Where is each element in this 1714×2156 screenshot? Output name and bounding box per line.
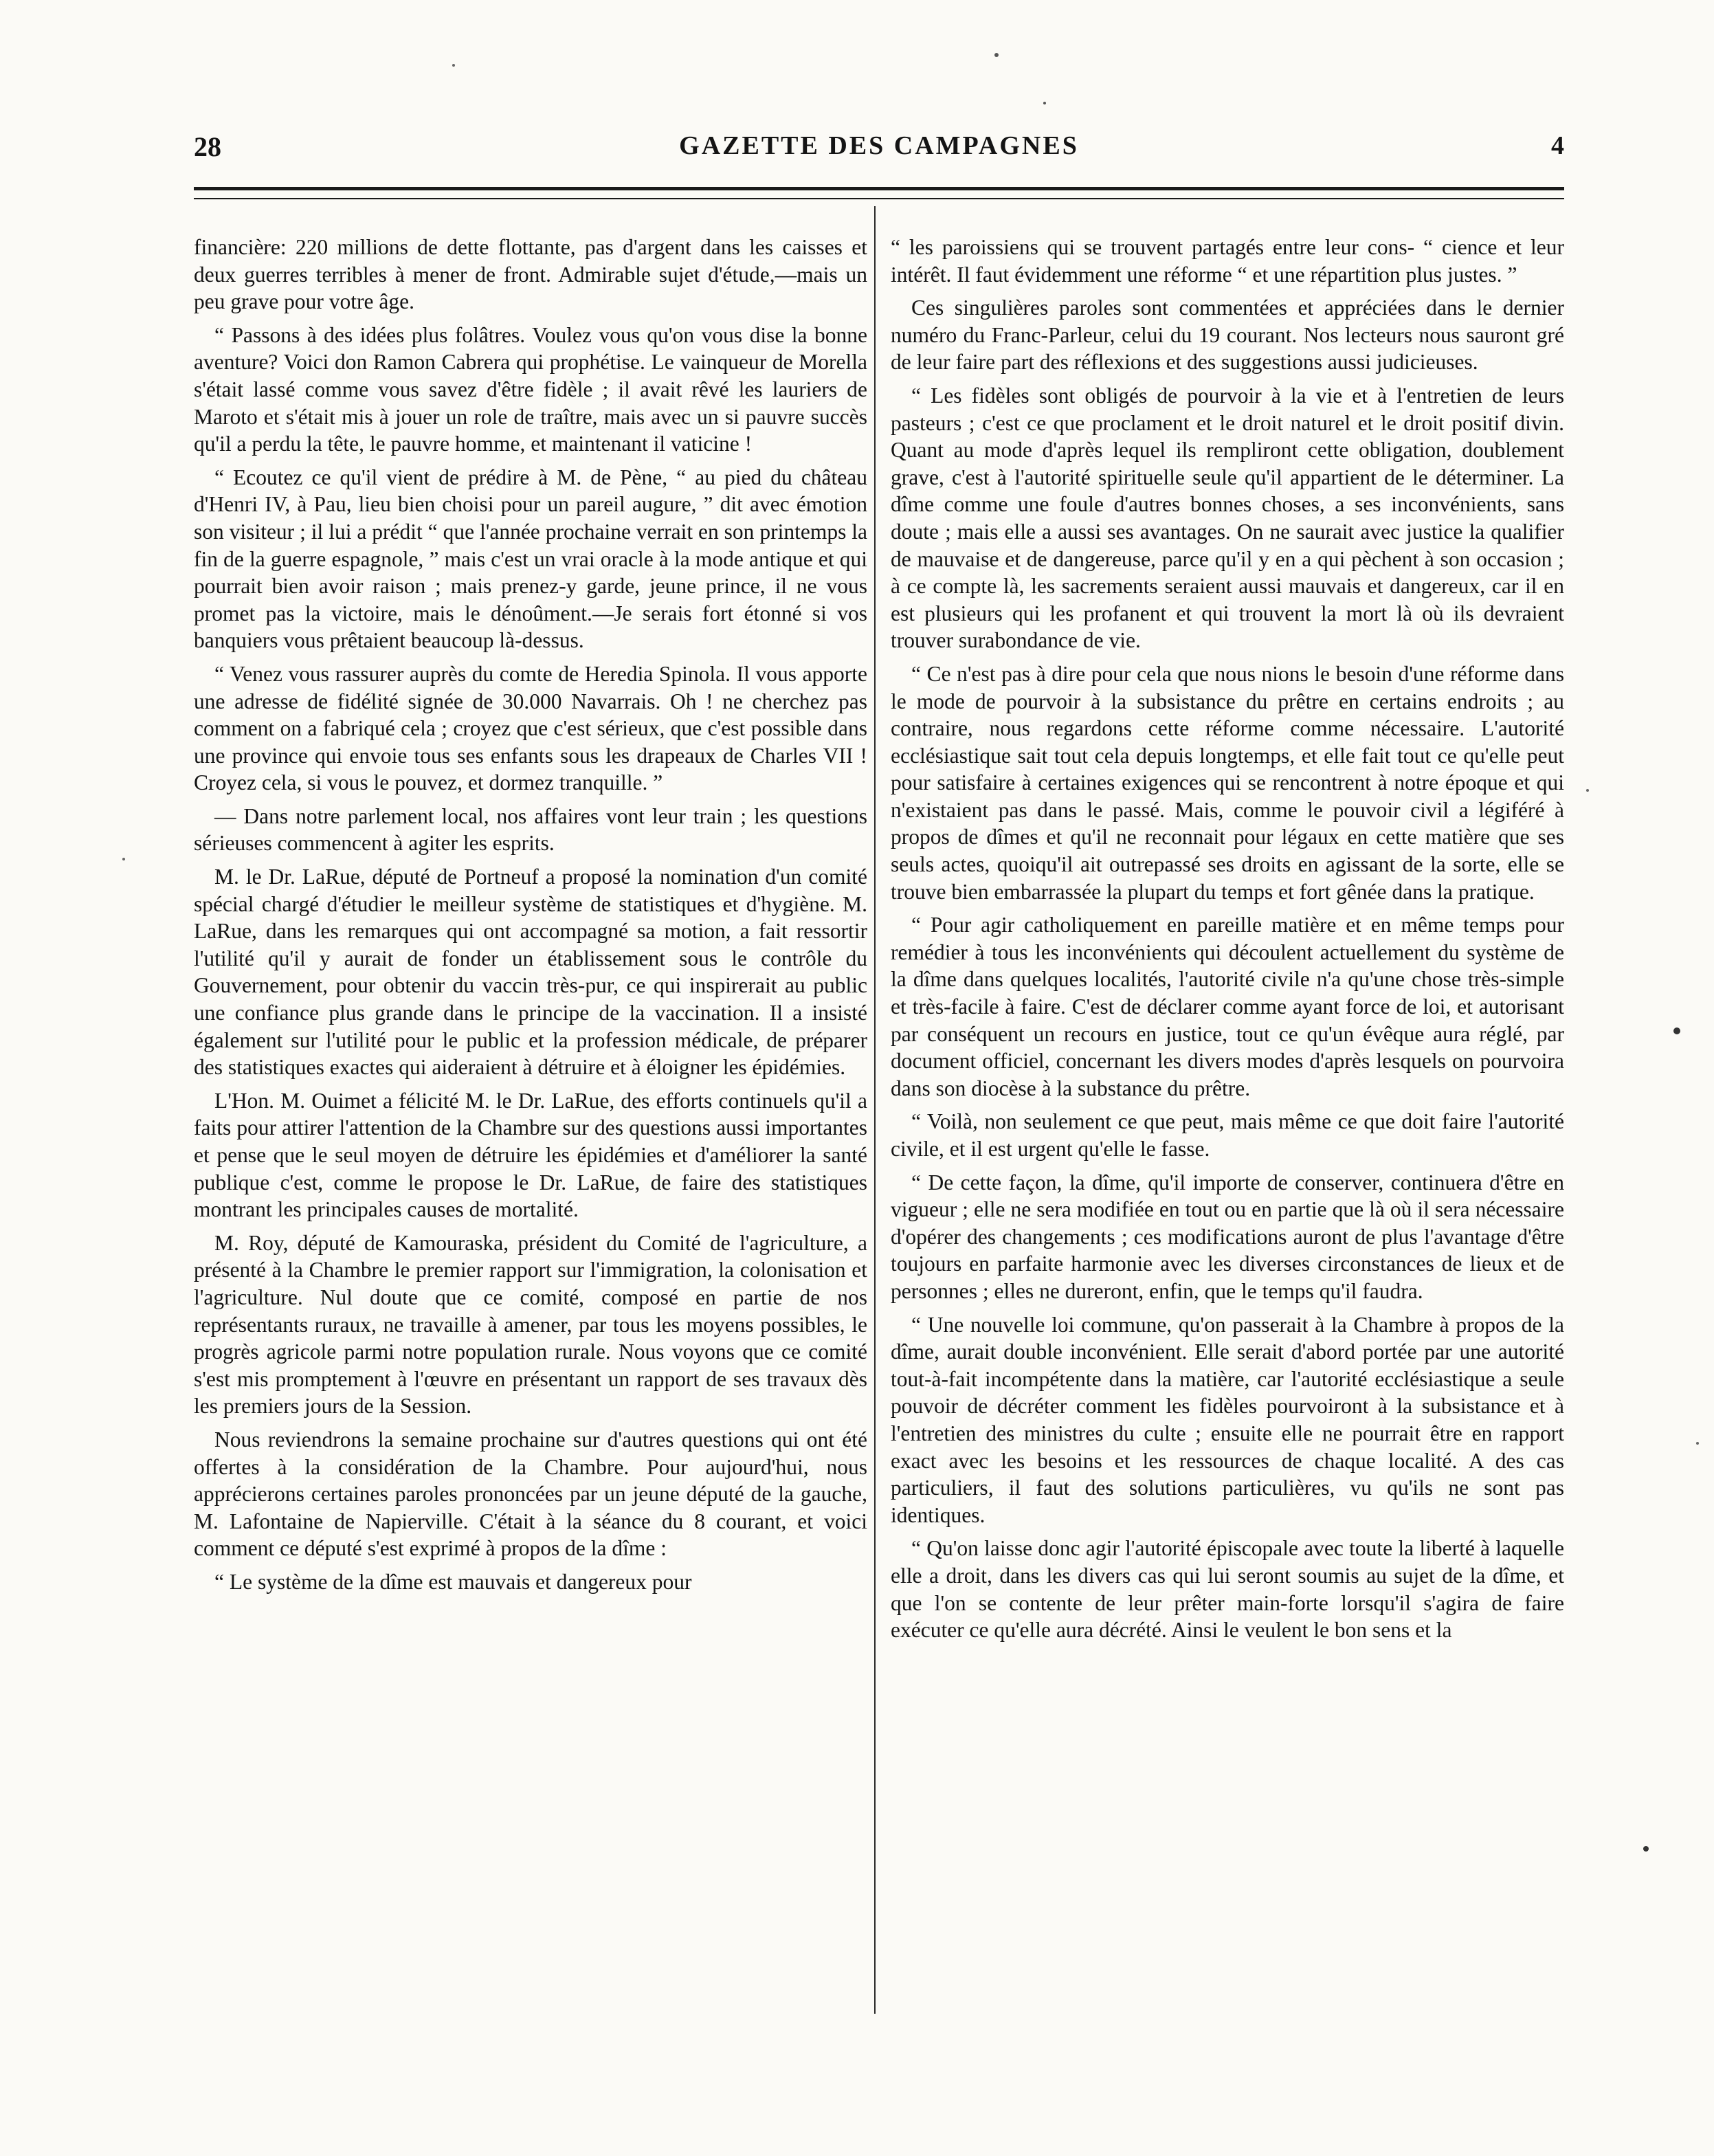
article-paragraph: — Dans notre parlement local, nos affaires vont leur train ; les questions sérieuses commencent à agiter les esprits. (194, 803, 867, 856)
article-paragraph: “ Pour agir catholiquement en pareille matière et en même temps pour remédier à tous les inconvénients qui découlent actuellement du système de la dîme dans quelques localités, l'autorité civile n'a qu'une chose très-simple et très-facile à faire. C'est de déclarer comme ayant force de loi, et autorisant par conséquent un recours en justice, tout ce qu'un évêque aura réglé, par document officiel, concernant les divers modes d'après lesquels on pourvoira dans son diocèse à la substance du prêtre. (891, 913, 1564, 1100)
article-paragraph: “ Voilà, non seulement ce que peut, mais même ce que doit faire l'autorité civile, et il est urgent qu'elle le fasse. (891, 1109, 1564, 1161)
article-paragraph: “ Les fidèles sont obligés de pourvoir à la vie et à l'entretien de leurs pasteurs ; c'est ce que proclament et le droit naturel et le droit positif divin. Quant au mode d'après lequel ils rempliront cette obligation, doublement grave, c'est à l'autorité spirituelle seule qu'il appartient de le déterminer. La dîme comme une foule d'autres bonnes choses, a ses inconvénients, sans doute ; mais elle a aussi ses avantages. On ne saurait avec justice la qualifier de mauvaise et de dangereuse, parce qu'il y en a qui pèchent à son occasion ; à ce compte là, les sacrements seraient aussi mauvais et dangereux, car il en est plusieurs qui les profanent et qui trouvent la mort là où ils devraient trouver surabondance de vie. (891, 383, 1564, 653)
article-paragraph: “ Le système de la dîme est mauvais et dangereux pour (214, 1569, 692, 1594)
article-paragraph: “ Passons à des idées plus folâtres. Voulez vous qu'on vous dise la bonne aventure? Voici don Ramon Cabrera qui prophétise. Le vainqueur de Morella s'était lassé comme vous savez d'être fidèle ; il avait rêvé les lauriers de Maroto et s'était mis à jouer un role de traître, mais avec un si pauvre succès qu'il a perdu la tête, le pauvre homme, et maintenant il vaticine ! (194, 322, 867, 456)
header-mark: 4 (1551, 131, 1564, 160)
article-paragraph: “ Ecoutez ce qu'il vient de prédire à M. de Pène, “ au pied du château d'Henri IV, à Pau, lieu bien choisi pour un pareil augure, ” dit avec émotion son visiteur ; il lui a prédit “ que l'année prochaine verrait en son printemps la fin de la guerre espagnole, ” mais c'est un vrai oracle à la mode antique et qui pourrait bien avoir raison ; mais prenez-y garde, jeune prince, il ne vous promet pas la victoire, mais le dénoûment.—Je serais fort étonné si vos banquiers vous prêtaient beaucoup là-dessus. (194, 465, 867, 653)
article-paragraph: Nous reviendrons la semaine prochaine sur d'autres questions qui ont été offertes à la considération de la Chambre. Pour aujourd'hui, nous apprécierons certaines paroles prononcées par un jeune député de la gauche, M. Lafontaine de Napierville. C'était à la séance du 8 courant, et voici comment ce député s'est exprimé à propos de la dîme : (194, 1427, 867, 1561)
article-paragraph: L'Hon. M. Ouimet a félicité M. le Dr. LaRue, des efforts continuels qu'il a faits pour attirer l'attention de la Chambre sur des questions aussi importantes et pense que le seul moyen de détruire les épidémies et d'améliorer la santé publique c'est, comme le propose le Dr. LaRue, de faire des statistiques montrant les principales causes de mortalité. (194, 1088, 867, 1222)
column-divider (874, 206, 876, 2014)
article-paragraph: “ les paroissiens qui se trouvent partagés entre leur cons- “ cience et leur intérêt. Il faut évidemment une réforme “ et une répartition plus justes. ” (891, 235, 1564, 287)
article-paragraph: M. Roy, député de Kamouraska, président du Comité de l'agriculture, a présenté à la Chambre le premier rapport sur l'immigration, la colonisation et l'agriculture. Nul doute que ce comité, composé en partie de nos représentants ruraux, ne travaille à amener, par tous les moyens possibles, le progrès agricole parmi notre population rurale. Nous voyons que ce comité s'est mis promptement à l'œuvre en présentant un rapport de ses travaux dès les premiers jours de la Session. (194, 1230, 867, 1419)
article-paragraph: “ Une nouvelle loi commune, qu'on passerait à la Chambre à propos de la dîme, aurait double inconvénient. Elle serait d'abord portée par une autorité tout-à-fait incompétente dans la matière, car l'autorité ecclésiastique a seule pouvoir de décréter comment les fidèles pourvoiront à la subsistance et à l'entretien des ministres du culte ; ensuite elle ne pourrait être en rapport exact avec les besoins et les ressources de chaque localité. A des cas particuliers, il faut des solutions particulières, vu qu'ils ne sont pas identiques. (891, 1312, 1564, 1527)
running-title: GAZETTE DES CAMPAGNES (679, 131, 1079, 160)
article-paragraph: “ Venez vous rassurer auprès du comte de Heredia Spinola. Il vous apporte une adresse de fidélité signée de 30.000 Navarrais. Oh ! ne cherchez pas comment on a fabriqué cela ; croyez que c'est sérieux, que c'est possible dans une province qui envoie tous ses enfants sous les drapeaux de Charles VII ! Croyez cela, si vous le pouvez, et dormez tranquille. ” (194, 661, 867, 795)
article-paragraph: “ Ce n'est pas à dire pour cela que nous nions le besoin d'une réforme dans le mode de pourvoir à la subsistance du prêtre en certains endroits ; au contraire, nous regardons cette réforme comme nécessaire. L'autorité ecclésiastique sait tout cela depuis longtemps, et elle fait tout ce qu'elle peut pour satisfaire à certaines exigences qui se rencontrent à notre époque et qui n'existaient pas dans le passé. Mais, comme le pouvoir civil a légiféré à propos de dîmes et qu'il ne reconnait pour légaux en cette matière que ses seuls actes, quoiqu'il ait outrepassé ses droits en agissant de la sorte, elle se trouve bien embarrassée la plupart du temps et fort gênée dans la pratique. (891, 661, 1564, 904)
article-paragraph: financière: 220 millions de dette flottante, pas d'argent dans les caisses et deux guerres terribles à mener de front. Admirable sujet d'étude,—mais un peu grave pour votre âge. (194, 235, 867, 314)
header-rule-thin (194, 198, 1564, 199)
header-rule-thick (194, 187, 1564, 190)
article-paragraph: M. le Dr. LaRue, député de Portneuf a proposé la nomination d'un comité spécial chargé d'étudier le meilleur système de statistiques et d'hygiène. M. LaRue, dans les remarques qui ont accompagné sa motion, a fait ressortir l'utilité qu'il y aurait de fonder un établissement sous le contrôle du Gouvernement, pour obtenir du vaccin très-pur, ce qui inspirerait au public une confiance plus grande dans le principe de la vaccination. Il a insisté également sur l'utilité pour le public et la profession médicale, de préparer des statistiques exactes qui aideraient à détruire et à éloigner les épidémies. (194, 865, 867, 1080)
left-column (194, 234, 867, 1596)
article-paragraph: “ De cette façon, la dîme, qu'il importe de conserver, continuera d'être en vigueur ; elle ne sera modifiée en tout ou en partie que là où il sera nécessaire d'opérer des changements ; ces modifications auront de plus l'avantage d'être toujours en parfaite harmonie avec les diverses circonstances de lieux et de personnes ; elles ne dureront, enfin, que le temps qu'il faudra. (891, 1170, 1564, 1303)
article-paragraph: Ces singulières paroles sont commentées et appréciées dans le dernier numéro du Franc-Parleur, celui du 19 courant. Nos lecteurs nous sauront gré de leur faire part des réflexions et des suggestions aussi judicieuses. (891, 296, 1564, 375)
page-header (194, 131, 1564, 172)
right-column (891, 234, 1564, 1644)
page-number: 28 (194, 131, 221, 162)
article-paragraph: “ Qu'on laisse donc agir l'autorité épiscopale avec toute la liberté à laquelle elle a droit, dans les divers cas qui lui seront soumis au sujet de la dîme, et que l'on se contente de leur prêter main-forte lorsqu'il s'agira de faire exécuter ce qu'elle aura décrété. Ainsi le veulent le bon sens et la (891, 1536, 1564, 1643)
